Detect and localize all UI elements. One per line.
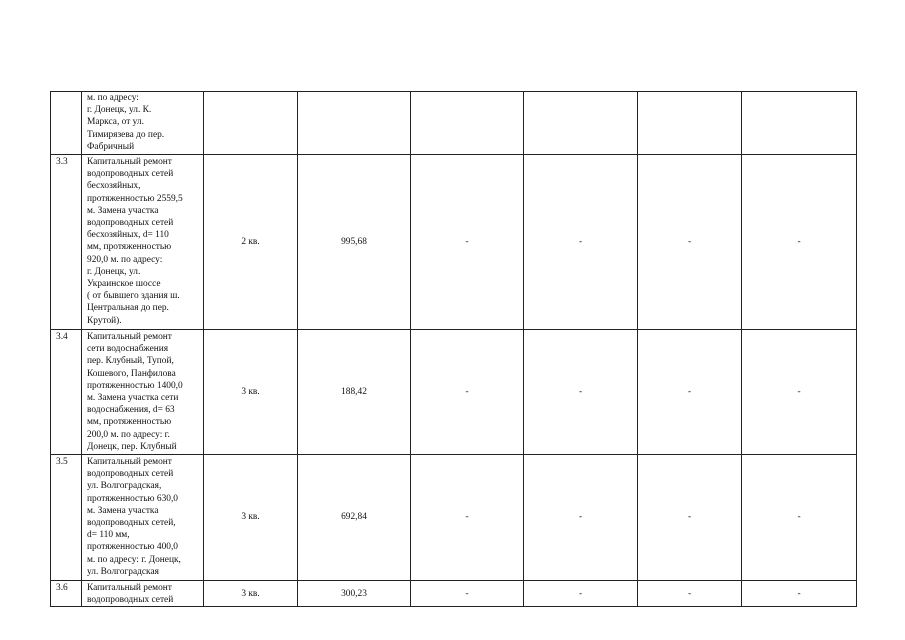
value-cell: - — [524, 330, 638, 455]
value-cell — [524, 92, 638, 155]
value-cell: - — [524, 455, 638, 581]
value-cell: - — [638, 455, 742, 581]
table-row — [51, 455, 857, 581]
row-number: 3.5 — [51, 455, 82, 581]
completion-quarter: 3 кв. — [204, 330, 298, 455]
completion-quarter: 2 кв. — [204, 155, 298, 330]
value-cell: - — [411, 155, 524, 330]
cost-amount: 692,84 — [298, 455, 411, 581]
value-cell — [742, 92, 857, 155]
cost-amount: 995,68 — [298, 155, 411, 330]
completion-quarter: 3 кв. — [204, 455, 298, 581]
work-description: Капитальный ремонт водопроводных сетей ул. Волгоградская, протяженностью 630,0 м. Замена участка водопроводных сетей, d= 110 мм, протяженностью 400,0 м. по адресу: г. Донецк, ул. Волгоградская — [82, 455, 204, 581]
value-cell: - — [524, 581, 638, 607]
table-row — [51, 92, 857, 155]
row-number: 3.3 — [51, 155, 82, 330]
completion-quarter: 3 кв. — [204, 581, 298, 607]
value-cell: - — [638, 330, 742, 455]
value-cell: - — [742, 330, 857, 455]
cost-amount: 188,42 — [298, 330, 411, 455]
table-row — [51, 581, 857, 607]
value-cell: - — [742, 581, 857, 607]
row-number — [51, 92, 82, 155]
value-cell: - — [638, 155, 742, 330]
value-cell — [411, 92, 524, 155]
work-description: Капитальный ремонт водопроводных сетей бесхозяйных, протяженностью 2559,5 м. Замена участка водопроводных сетей бесхозяйных, d= 110 мм, протяженностью 920,0 м. по адресу: г. Донецк, ул. Украинское шоссе ( от бывшего здания ш. Центральная до пер. Крутой). — [82, 155, 204, 330]
table-row — [51, 330, 857, 455]
cost-amount: 300,23 — [298, 581, 411, 607]
works-table — [50, 91, 857, 607]
cost-amount — [298, 92, 411, 155]
row-number: 3.6 — [51, 581, 82, 607]
completion-quarter — [204, 92, 298, 155]
value-cell: - — [524, 155, 638, 330]
value-cell: - — [411, 581, 524, 607]
work-description: Капитальный ремонт водопроводных сетей — [82, 581, 204, 607]
value-cell: - — [411, 330, 524, 455]
value-cell: - — [742, 455, 857, 581]
work-description: м. по адресу: г. Донецк, ул. К. Маркса, от ул. Тимирязева до пер. Фабричный — [82, 92, 204, 155]
row-number: 3.4 — [51, 330, 82, 455]
value-cell: - — [411, 455, 524, 581]
table-row — [51, 155, 857, 330]
work-description: Капитальный ремонт сети водоснабжения пер. Клубный, Тупой, Кошевого, Панфилова протяженностью 1400,0 м. Замена участка сети водоснабжения, d= 63 мм, протяженностью 200,0 м. по адресу: г. Донецк, пер. Клубный — [82, 330, 204, 455]
value-cell: - — [638, 581, 742, 607]
value-cell — [638, 92, 742, 155]
value-cell: - — [742, 155, 857, 330]
